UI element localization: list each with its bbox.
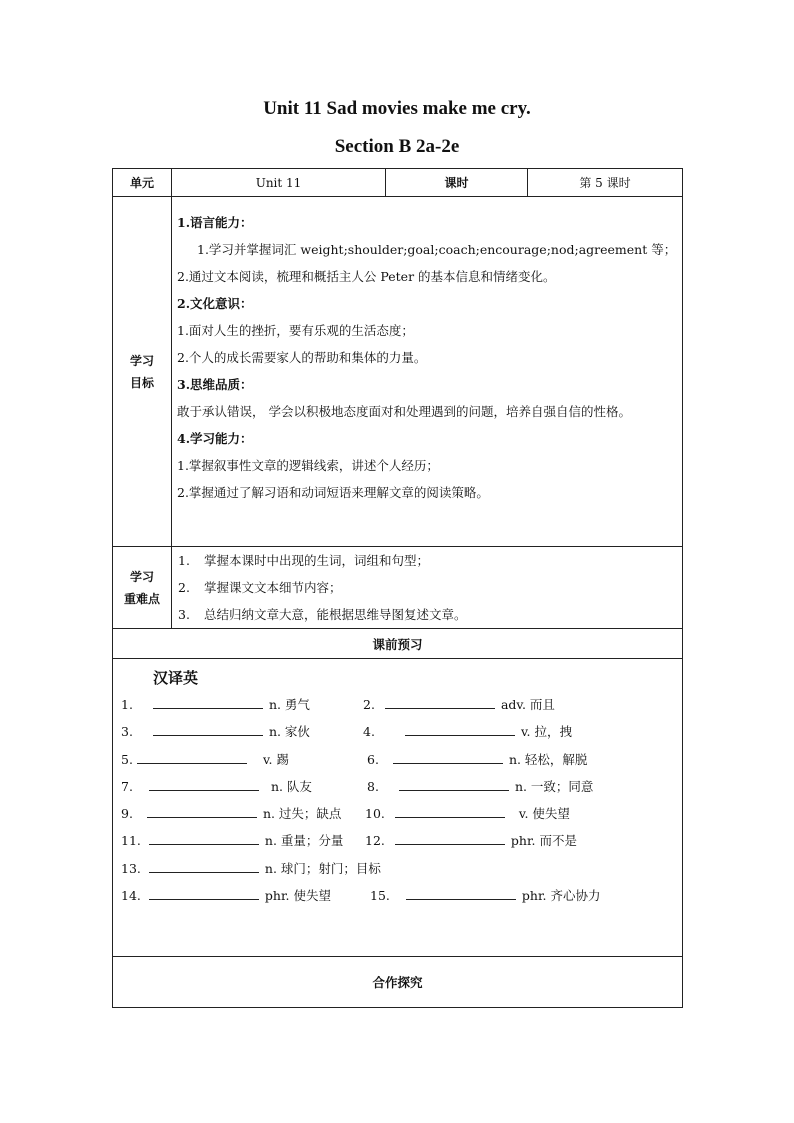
exercise-number: 1. <box>121 697 133 712</box>
key-point-item <box>178 547 682 574</box>
goal-line: 敢于承认错误， 学会以积极地态度面对和处理遇到的问题，培养自强自信的性格。 <box>177 404 631 419</box>
exercise-number: 11. <box>121 833 141 849</box>
exercise-meaning: phr. 而不是 <box>510 833 577 849</box>
exercise-row <box>113 746 682 773</box>
key-point-item <box>178 574 682 601</box>
exercise-number: 7. <box>121 778 133 794</box>
exercise-number: 13. <box>121 860 141 876</box>
goals-content <box>172 197 683 547</box>
answer-blank[interactable] <box>149 860 259 873</box>
exercise-item <box>365 831 577 849</box>
exercise-item <box>121 777 312 795</box>
answer-blank[interactable] <box>153 696 263 709</box>
answer-blank[interactable] <box>395 805 505 818</box>
exercise-row <box>113 773 682 800</box>
exercise-row <box>113 827 682 854</box>
exercise-meaning: n. 一致；同意 <box>514 778 594 794</box>
exercise-item <box>370 886 601 904</box>
key-point-number: 1. <box>178 553 190 568</box>
exercise-meaning: v. 使失望 <box>518 806 570 822</box>
preview-section-title: 课前预习 <box>113 629 683 659</box>
unit-value: Unit 11 <box>172 169 386 197</box>
goal-line: 4.学习能力： <box>177 431 253 446</box>
answer-blank[interactable] <box>405 723 515 736</box>
key-points-content <box>172 547 683 629</box>
exercise-item <box>121 722 310 740</box>
goals-row <box>113 197 683 547</box>
exercise-meaning: n. 过失；缺点 <box>262 806 342 822</box>
exercise-meaning: adv. 而且 <box>500 697 555 712</box>
goal-line: 2.通过文本阅读，梳理和概括主人公 Peter 的基本信息和情绪变化。 <box>177 269 556 284</box>
exercise-number: 4. <box>363 724 375 740</box>
goals-label-line-1: 学习 <box>129 353 154 368</box>
exercise-item <box>365 804 570 822</box>
exercise-item <box>121 695 310 713</box>
exercise-row <box>113 691 682 718</box>
page-title: Unit 11 Sad movies make me cry. <box>263 98 531 119</box>
exercise-number: 12. <box>365 833 385 849</box>
exercise-meaning: n. 重量；分量 <box>264 833 344 849</box>
key-point-number: 3. <box>178 607 190 622</box>
goal-line: 1.学习并掌握词汇 weight;shoulder;goal;coach;encourage;nod;agreement 等； <box>197 242 677 257</box>
preview-content <box>113 659 683 957</box>
exercise-item <box>121 804 341 822</box>
answer-blank[interactable] <box>399 778 509 791</box>
preview-title-row <box>113 629 683 659</box>
exercise-meaning: n. 轻松，解脱 <box>508 751 588 767</box>
exercise-item <box>363 722 572 740</box>
answer-blank[interactable] <box>393 751 503 764</box>
answer-blank[interactable] <box>385 696 495 709</box>
goal-line: 3.思维品质： <box>177 377 253 392</box>
exercise-number: 5. <box>121 751 133 767</box>
header-row <box>113 169 683 197</box>
exercise-item <box>367 750 587 768</box>
answer-blank[interactable] <box>395 832 505 845</box>
key-points-label-line-2: 重难点 <box>123 591 160 606</box>
key-point-text: 掌握课文文本细节内容； <box>204 580 342 595</box>
period-label: 课时 <box>386 169 528 197</box>
exercise-meaning: n. 家伙 <box>268 724 310 740</box>
cooperation-row <box>113 957 683 1008</box>
exercise-row <box>113 800 682 827</box>
exercise-meaning: n. 球门；射门；目标 <box>264 860 381 876</box>
exercise-meaning: n. 勇气 <box>268 697 310 712</box>
exercise-item <box>363 695 555 713</box>
key-points-label <box>113 547 172 629</box>
goal-line: 2.掌握通过了解习语和动词短语来理解文章的阅读策略。 <box>177 485 489 500</box>
answer-blank[interactable] <box>147 805 257 818</box>
exercise-row <box>113 718 682 745</box>
key-points-row <box>113 547 683 629</box>
lesson-plan-table <box>112 168 683 1008</box>
exercise-meaning: v. 踢 <box>262 751 289 767</box>
unit-label: 单元 <box>113 169 172 197</box>
exercise-number: 10. <box>365 806 385 822</box>
exercise-number: 2. <box>363 697 375 712</box>
goal-line: 1.语言能力： <box>177 215 253 230</box>
exercise-item <box>121 831 343 849</box>
exercise-row <box>113 855 682 882</box>
exercise-number: 15. <box>370 888 390 904</box>
exercise-item <box>121 859 381 877</box>
key-point-item <box>178 601 682 628</box>
exercise-item <box>367 777 593 795</box>
key-points-label-line-1: 学习 <box>129 569 154 584</box>
answer-blank[interactable] <box>137 751 247 764</box>
goals-label <box>113 197 172 547</box>
exercise-item <box>121 750 289 768</box>
exercise-meaning: phr. 齐心协力 <box>521 888 601 904</box>
exercise-meaning: v. 拉，拽 <box>520 724 572 740</box>
answer-blank[interactable] <box>149 887 259 900</box>
goal-line: 2.个人的成长需要家人的帮助和集体的力量。 <box>177 350 427 365</box>
key-point-number: 2. <box>178 580 190 595</box>
key-point-text: 掌握本课时中出现的生词，词组和句型； <box>204 553 430 568</box>
exercise-number: 8. <box>367 778 379 794</box>
exercise-heading: 汉译英 <box>153 669 199 687</box>
period-value: 第 5 课时 <box>528 169 683 197</box>
exercise-meaning: phr. 使失望 <box>264 888 331 904</box>
exercise-number: 14. <box>121 888 141 904</box>
goals-label-line-2: 目标 <box>129 375 154 390</box>
goal-line: 1.面对人生的挫折，要有乐观的生活态度； <box>177 323 414 338</box>
cooperation-title: 合作探究 <box>113 957 683 1008</box>
exercise-meaning: n. 队友 <box>270 778 312 794</box>
exercise-number: 3. <box>121 724 133 740</box>
exercise-item <box>121 886 331 904</box>
key-point-text: 总结归纳文章大意，能根据思维导图复述文章。 <box>204 607 467 622</box>
exercise-number: 6. <box>367 751 379 767</box>
section-title: Section B 2a-2e <box>334 136 460 157</box>
answer-blank[interactable] <box>406 887 516 900</box>
answer-blank[interactable] <box>149 778 259 791</box>
exercise-row <box>113 882 682 909</box>
goal-line: 2.文化意识： <box>177 296 253 311</box>
goal-line: 1.掌握叙事性文章的逻辑线索，讲述个人经历； <box>177 458 439 473</box>
answer-blank[interactable] <box>153 723 263 736</box>
answer-blank[interactable] <box>149 832 259 845</box>
preview-row <box>113 659 683 957</box>
exercise-number: 9. <box>121 806 133 822</box>
